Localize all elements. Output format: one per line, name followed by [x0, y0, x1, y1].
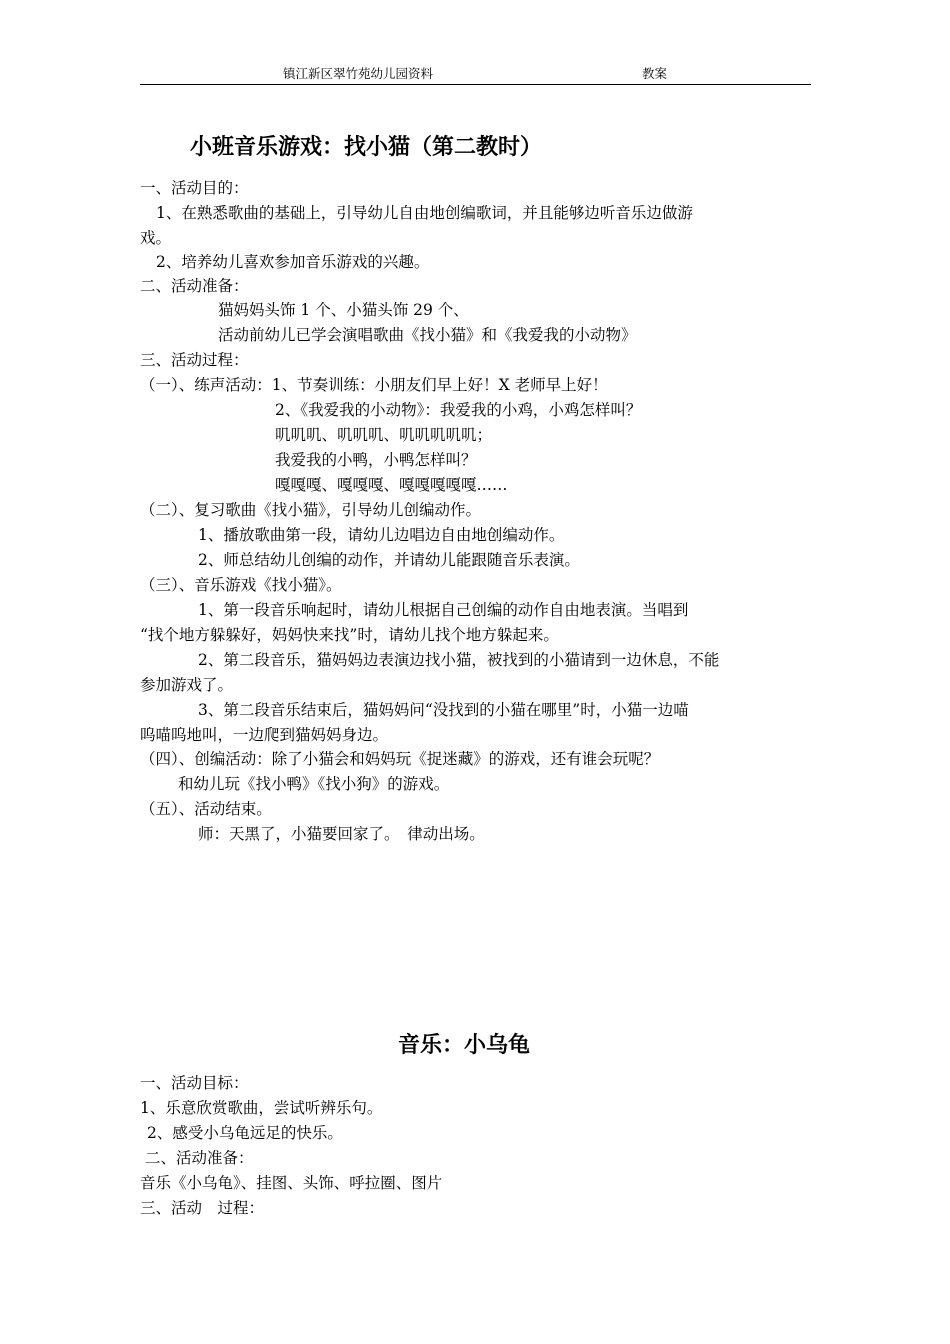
lesson1-line: 猫妈妈头饰 1 个、小猫头饰 29 个、	[218, 301, 469, 319]
lesson1-line: 2、《我爱我的小动物》：我爱我的小鸡，小鸡怎样叫？	[275, 401, 642, 419]
lesson1-line: 2、师总结幼儿创编的动作，并请幼儿能跟随音乐表演。	[198, 551, 580, 569]
lesson1-line: 参加游戏了。	[140, 676, 234, 694]
lesson1-line: 2、培养幼儿喜欢参加音乐游戏的兴趣。	[156, 253, 430, 271]
lesson1-line: 嘎嘎嘎、嘎嘎嘎、嘎嘎嘎嘎嘎……	[275, 476, 508, 494]
lesson2-line: 一、活动目标：	[140, 1074, 249, 1092]
lesson1-line: 2、第二段音乐，猫妈妈边表演边找小猫，被找到的小猫请到一边休息，不能	[198, 651, 720, 669]
lesson2-line: 三、活动 过程：	[140, 1199, 265, 1217]
lesson1-line: 和幼儿玩《找小鸭》《找小狗》的游戏。	[178, 775, 450, 793]
lesson1-line: 我爱我的小鸭，小鸭怎样叫？	[275, 451, 477, 469]
lesson1-line: 三、活动过程：	[140, 351, 249, 369]
lesson1-line: （四）、创编活动：除了小猫会和妈妈玩《捉迷藏》的游戏，还有谁会玩呢？	[140, 750, 660, 768]
lesson1-line: 一、活动目的：	[140, 179, 249, 197]
lesson1-line: （一）、练声活动：1、节奏训练：小朋友们早上好！X 老师早上好！	[140, 376, 608, 394]
header-left-text: 镇江新区翠竹苑幼儿园资料	[283, 66, 434, 81]
lesson1-line: （二）、复习歌曲《找小猫》，引导幼儿创编动作。	[140, 501, 482, 519]
lesson2-line: 音乐《小乌龟》、挂图、头饰、呼拉圈、图片	[140, 1174, 443, 1192]
lesson1-line: （五）、活动结束。	[140, 800, 272, 818]
lesson1-line: 叽叽叽、叽叽叽、叽叽叽叽叽；	[275, 426, 493, 444]
header-rule	[140, 84, 811, 85]
lesson2-line: 1、乐意欣赏歌曲，尝试听辨乐句。	[140, 1099, 383, 1117]
lesson2-line: 2、感受小乌龟远足的快乐。	[147, 1124, 343, 1142]
lesson2-line: 二、活动准备：	[145, 1149, 254, 1167]
lesson2-title: 音乐：小乌龟	[398, 1033, 531, 1058]
lesson1-line: （三）、音乐游戏《找小猫》。	[140, 576, 342, 594]
lesson1-title: 小班音乐游戏：找小猫（第二教时）	[190, 135, 543, 160]
lesson1-line: 二、活动准备：	[140, 277, 249, 295]
header-right-text: 教案	[642, 66, 668, 81]
lesson1-line: “找个地方躲躲好，妈妈快来找”时，请幼儿找个地方躲起来。	[140, 626, 559, 644]
lesson1-line: 1、第一段音乐响起时，请幼儿根据自己创编的动作自由地表演。当唱到	[198, 601, 689, 619]
lesson1-line: 1、在熟悉歌曲的基础上，引导幼儿自由地创编歌词，并且能够边听音乐边做游	[156, 204, 693, 222]
lesson1-line: 3、第二段音乐结束后，猫妈妈问“没找到的小猫在哪里”时，小猫一边喵	[198, 701, 689, 719]
lesson1-line: 1、播放歌曲第一段，请幼儿边唱边自由地创编动作。	[198, 526, 565, 544]
lesson1-line: 戏。	[140, 229, 172, 247]
lesson1-line: 活动前幼儿已学会演唱歌曲《找小猫》和《我爱我的小动物》	[218, 326, 637, 344]
lesson1-line: 师：天黑了，小猫要回家了。 律动出场。	[198, 825, 485, 843]
lesson1-line: 呜喵呜地叫，一边爬到猫妈妈身边。	[140, 726, 389, 744]
